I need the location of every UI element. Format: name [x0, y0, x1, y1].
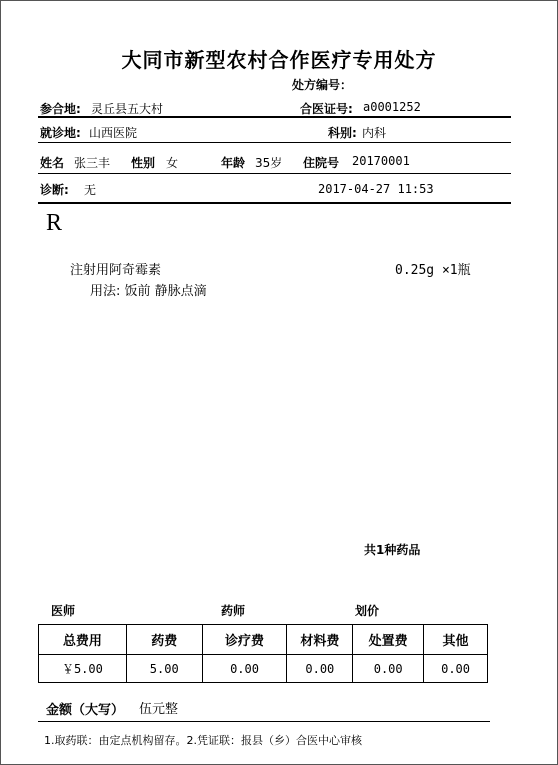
sex-label: 性别 [131, 156, 156, 170]
prescription-no-label: 处方编号： [292, 78, 353, 92]
area-label: 参合地: [40, 102, 81, 116]
amount-label: 金额（大写） [46, 703, 125, 718]
fee-value-cell: 0.00 [424, 655, 488, 683]
doctor-label: 医师 [51, 604, 76, 618]
rx-symbol: R [46, 210, 63, 236]
card-no-label: 合医证号: [300, 102, 353, 116]
admission-no-label: 住院号 [303, 156, 340, 170]
age-value: 35岁 [255, 156, 283, 170]
fee-header-cell: 诊疗费 [202, 625, 287, 655]
pharmacist-label: 药师 [221, 604, 246, 618]
fee-header-row [39, 625, 488, 655]
hospital-value: 山西医院 [89, 126, 138, 140]
fee-value-cell: 5.00 [126, 655, 202, 683]
fee-value-row [39, 655, 488, 683]
drug-dose: 0.25g ×1瓶 [395, 263, 471, 278]
document-title: 大同市新型农村合作医疗专用处方 [121, 48, 437, 72]
divider-3 [38, 173, 511, 174]
amount-value: 伍元整 [139, 702, 179, 717]
name-label: 姓名 [40, 156, 65, 170]
diagnosis-value: 无 [84, 183, 97, 197]
fee-header-cell: 药费 [126, 625, 202, 655]
divider-1 [38, 116, 511, 118]
drug-name: 注射用阿奇霉素 [70, 263, 162, 278]
area-value: 灵丘县五大村 [91, 102, 164, 116]
age-label: 年龄 [221, 156, 246, 170]
hospital-label: 就诊地: [40, 126, 81, 140]
fee-header-cell: 总费用 [39, 625, 127, 655]
drug-count: 共1种药品 [364, 543, 421, 557]
department-value: 内科 [362, 126, 387, 140]
pricing-label: 划价 [355, 604, 380, 618]
fee-value-cell: ￥5.00 [39, 655, 127, 683]
diagnosis-label: 诊断: [40, 183, 69, 197]
visit-datetime: 2017-04-27 11:53 [318, 182, 434, 196]
card-no-value: a0001252 [363, 100, 421, 114]
drug-usage: 用法: 饭前 静脉点滴 [90, 284, 207, 299]
name-value: 张三丰 [74, 156, 111, 170]
footer-note: 1.取药联：由定点机构留存。2.凭证联：报县（乡）合医中心审核 [44, 734, 362, 747]
fee-value-cell: 0.00 [353, 655, 424, 683]
department-label: 科别: [328, 126, 357, 140]
divider-2 [38, 142, 511, 143]
fee-value-cell: 0.00 [202, 655, 287, 683]
sex-value: 女 [166, 156, 179, 170]
admission-no-value: 20170001 [352, 154, 410, 168]
fee-header-cell: 材料费 [287, 625, 353, 655]
fee-header-cell: 处置费 [353, 625, 424, 655]
divider-4 [38, 202, 511, 204]
divider-5 [38, 721, 490, 722]
fee-table [38, 624, 488, 683]
fee-value-cell: 0.00 [287, 655, 353, 683]
fee-header-cell: 其他 [424, 625, 488, 655]
